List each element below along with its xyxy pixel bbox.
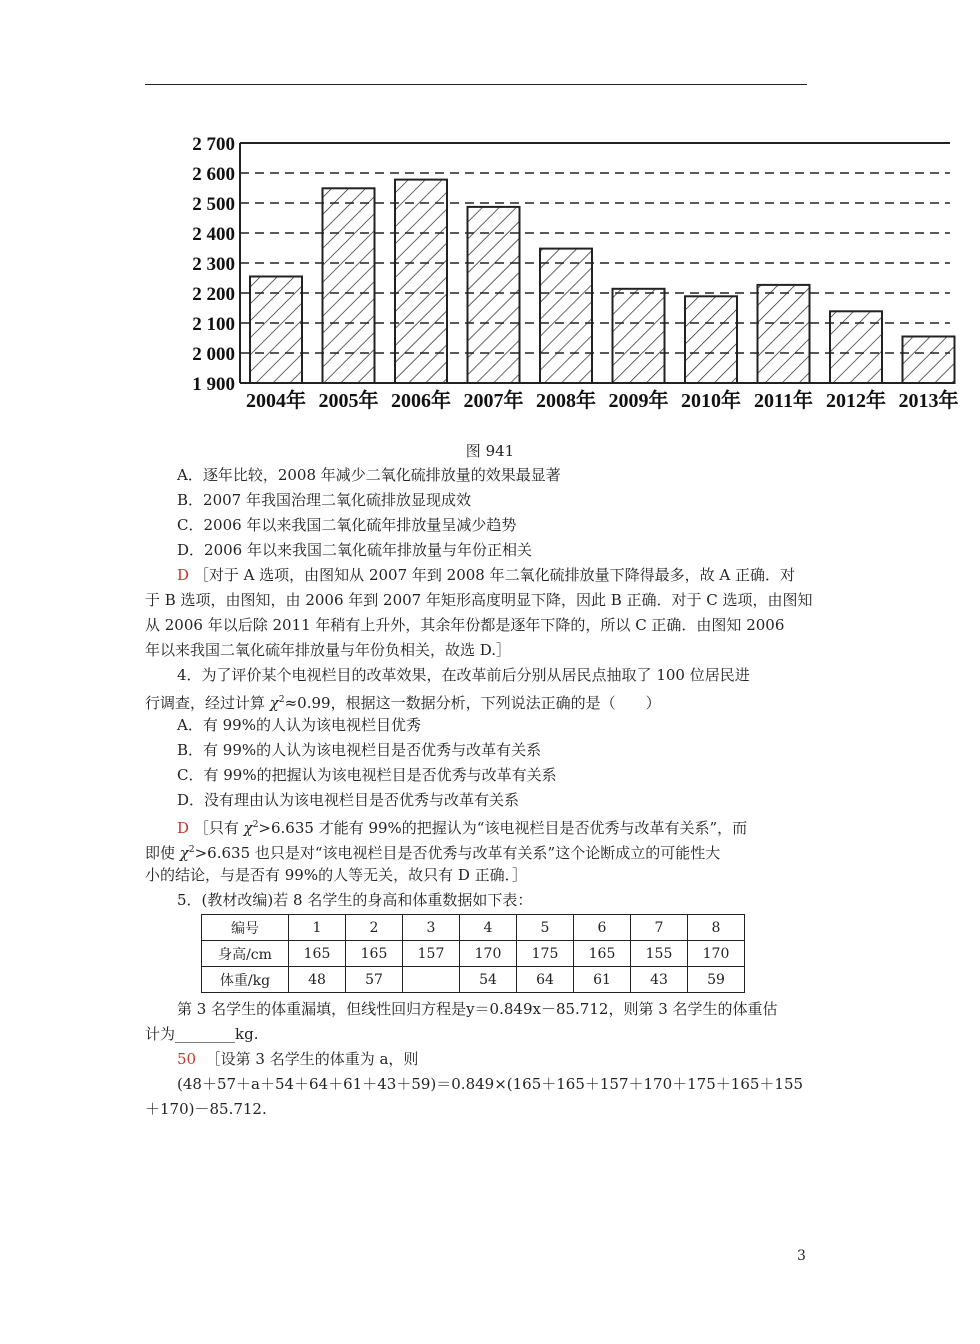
bar-2013年 <box>903 337 955 384</box>
x-tick-label: 2011年 <box>754 390 813 412</box>
figure-caption: 图 941 <box>465 442 515 460</box>
x-tick-label: 2010年 <box>681 390 741 412</box>
q4-option-d: D．没有理由认为该电视栏目是否优秀与改革有关系 <box>177 791 520 809</box>
y-tick-label: 2 300 <box>192 254 235 275</box>
table-row-label: 体重/kg <box>202 967 289 993</box>
table-row-label: 编号 <box>202 915 289 941</box>
x-tick-label: 2007年 <box>463 390 524 412</box>
x-tick-label: 2006年 <box>391 390 451 412</box>
header-rule <box>145 84 807 85</box>
y-tick-label: 2 600 <box>192 164 235 185</box>
x-tick-label: 2008年 <box>536 390 596 412</box>
y-tick-label: 1 900 <box>192 374 235 395</box>
table-row-weight: 体重/kg 48 57 54 64 61 43 59 <box>202 967 745 993</box>
bar-2008年 <box>540 249 592 383</box>
q4-stem-line-2: 行调查，经过计算 $\chi^2\approx 0.99$，根据这一数据分析，下列说法正确的是（ ） <box>145 694 661 712</box>
bar-2010年 <box>685 296 737 383</box>
q5-after-line-1: 第 3 名学生的体重漏填，但线性回归方程是y＝0.849x－85.712，则第 3 名学生的体重估 <box>177 1000 778 1018</box>
bar-2006年 <box>395 180 447 383</box>
q3-explanation-line-3: 从 2006 年以后除 2011 年稍有上升外，其余年份都是逐年下降的，所以 C 正确．由图知 2006 <box>145 616 785 634</box>
q5-explanation-line-2: (48＋57＋a＋54＋64＋61＋43＋59)＝0.849×(165＋165＋157＋170＋175＋165＋155 <box>177 1075 804 1093</box>
emission-bar-chart <box>140 125 959 420</box>
q3-option-c: C．2006 年以来我国二氧化硫年排放量呈减少趋势 <box>177 516 517 534</box>
x-tick-label: 2013年 <box>898 390 959 412</box>
x-tick-label: 2005年 <box>318 390 379 412</box>
bar-2012年 <box>830 311 882 383</box>
q5-answer: 50 <box>177 1050 197 1068</box>
height-weight-table <box>201 914 745 993</box>
q4-answer: D <box>177 819 190 837</box>
q4-option-a: A．有 99%的人认为该电视栏目优秀 <box>177 716 421 734</box>
q4-explanation-line-1: D ［只有 $\chi^2>6.635$ 才能有 99%的把握认为“该电视栏目是否优秀与改革有关系”，而 <box>177 819 748 837</box>
q4-explanation-line-2: 即使 $\chi^2>6.635$ 也只是对“该电视栏目是否优秀与改革有关系”这个论断成立的可能性大 <box>145 844 721 862</box>
bar-2007年 <box>468 207 520 383</box>
x-tick-label: 2004年 <box>246 390 306 412</box>
table-row-label: 身高/cm <box>202 941 289 967</box>
q5-explanation-line-1: 50 ［设第 3 名学生的体重为 a，则 <box>177 1050 419 1068</box>
q3-option-d: D．2006 年以来我国二氧化硫年排放量与年份正相关 <box>177 541 532 559</box>
x-tick-label: 2009年 <box>608 390 669 412</box>
table-row-height: 身高/cm 165 165 157 170 175 165 155 170 <box>202 941 745 967</box>
bar-2004年 <box>250 277 302 384</box>
x-tick-label: 2012年 <box>826 390 886 412</box>
q4-option-b: B．有 99%的人认为该电视栏目是否优秀与改革有关系 <box>177 741 542 759</box>
page-number: 3 <box>797 1248 806 1264</box>
bar-2009年 <box>613 289 665 383</box>
y-tick-label: 2 700 <box>192 134 235 155</box>
y-tick-label: 2 400 <box>192 224 235 245</box>
q3-answer: D <box>177 566 190 584</box>
y-tick-label: 2 500 <box>192 194 235 215</box>
q5-after-line-2: 计为________kg. <box>145 1025 259 1043</box>
bar-2011年 <box>758 285 810 383</box>
q3-explanation-line-4: 年以来我国二氧化硫年排放量与年份负相关，故选 D.］ <box>145 641 512 659</box>
q3-explanation-line-2: 于 B 选项，由图知，由 2006 年到 2007 年矩形高度明显下降，因此 B 正确．对于 C 选项，由图知 <box>145 591 813 609</box>
q5-stem: 5．(教材改编)若 8 名学生的身高和体重数据如下表： <box>177 891 533 909</box>
bar-2005年 <box>323 188 375 383</box>
y-tick-label: 2 200 <box>192 284 235 305</box>
y-tick-label: 2 100 <box>192 314 235 335</box>
y-tick-label: 2 000 <box>192 344 235 365</box>
q4-option-c: C．有 99%的把握认为该电视栏目是否优秀与改革有关系 <box>177 766 557 784</box>
q3-explanation-line-1: D ［对于 A 选项，由图知从 2007 年到 2008 年二氧化硫排放量下降得最多，故 A 正确．对 <box>177 566 795 584</box>
q4-stem-line-1: 4．为了评价某个电视栏目的改革效果，在改革前后分别从居民点抽取了 100 位居民进 <box>177 666 750 684</box>
q5-explanation-line-3: ＋170)－85.712. <box>145 1100 267 1118</box>
q3-option-a: A．逐年比较，2008 年减少二氧化硫排放量的效果最显著 <box>177 466 561 484</box>
q4-explanation-line-3: 小的结论，与是否有 99%的人等无关，故只有 D 正确．］ <box>145 866 528 884</box>
q3-option-b: B．2007 年我国治理二氧化硫排放显现成效 <box>177 491 471 509</box>
table-row-id: 编号 1 2 3 4 5 6 7 8 <box>202 915 745 941</box>
